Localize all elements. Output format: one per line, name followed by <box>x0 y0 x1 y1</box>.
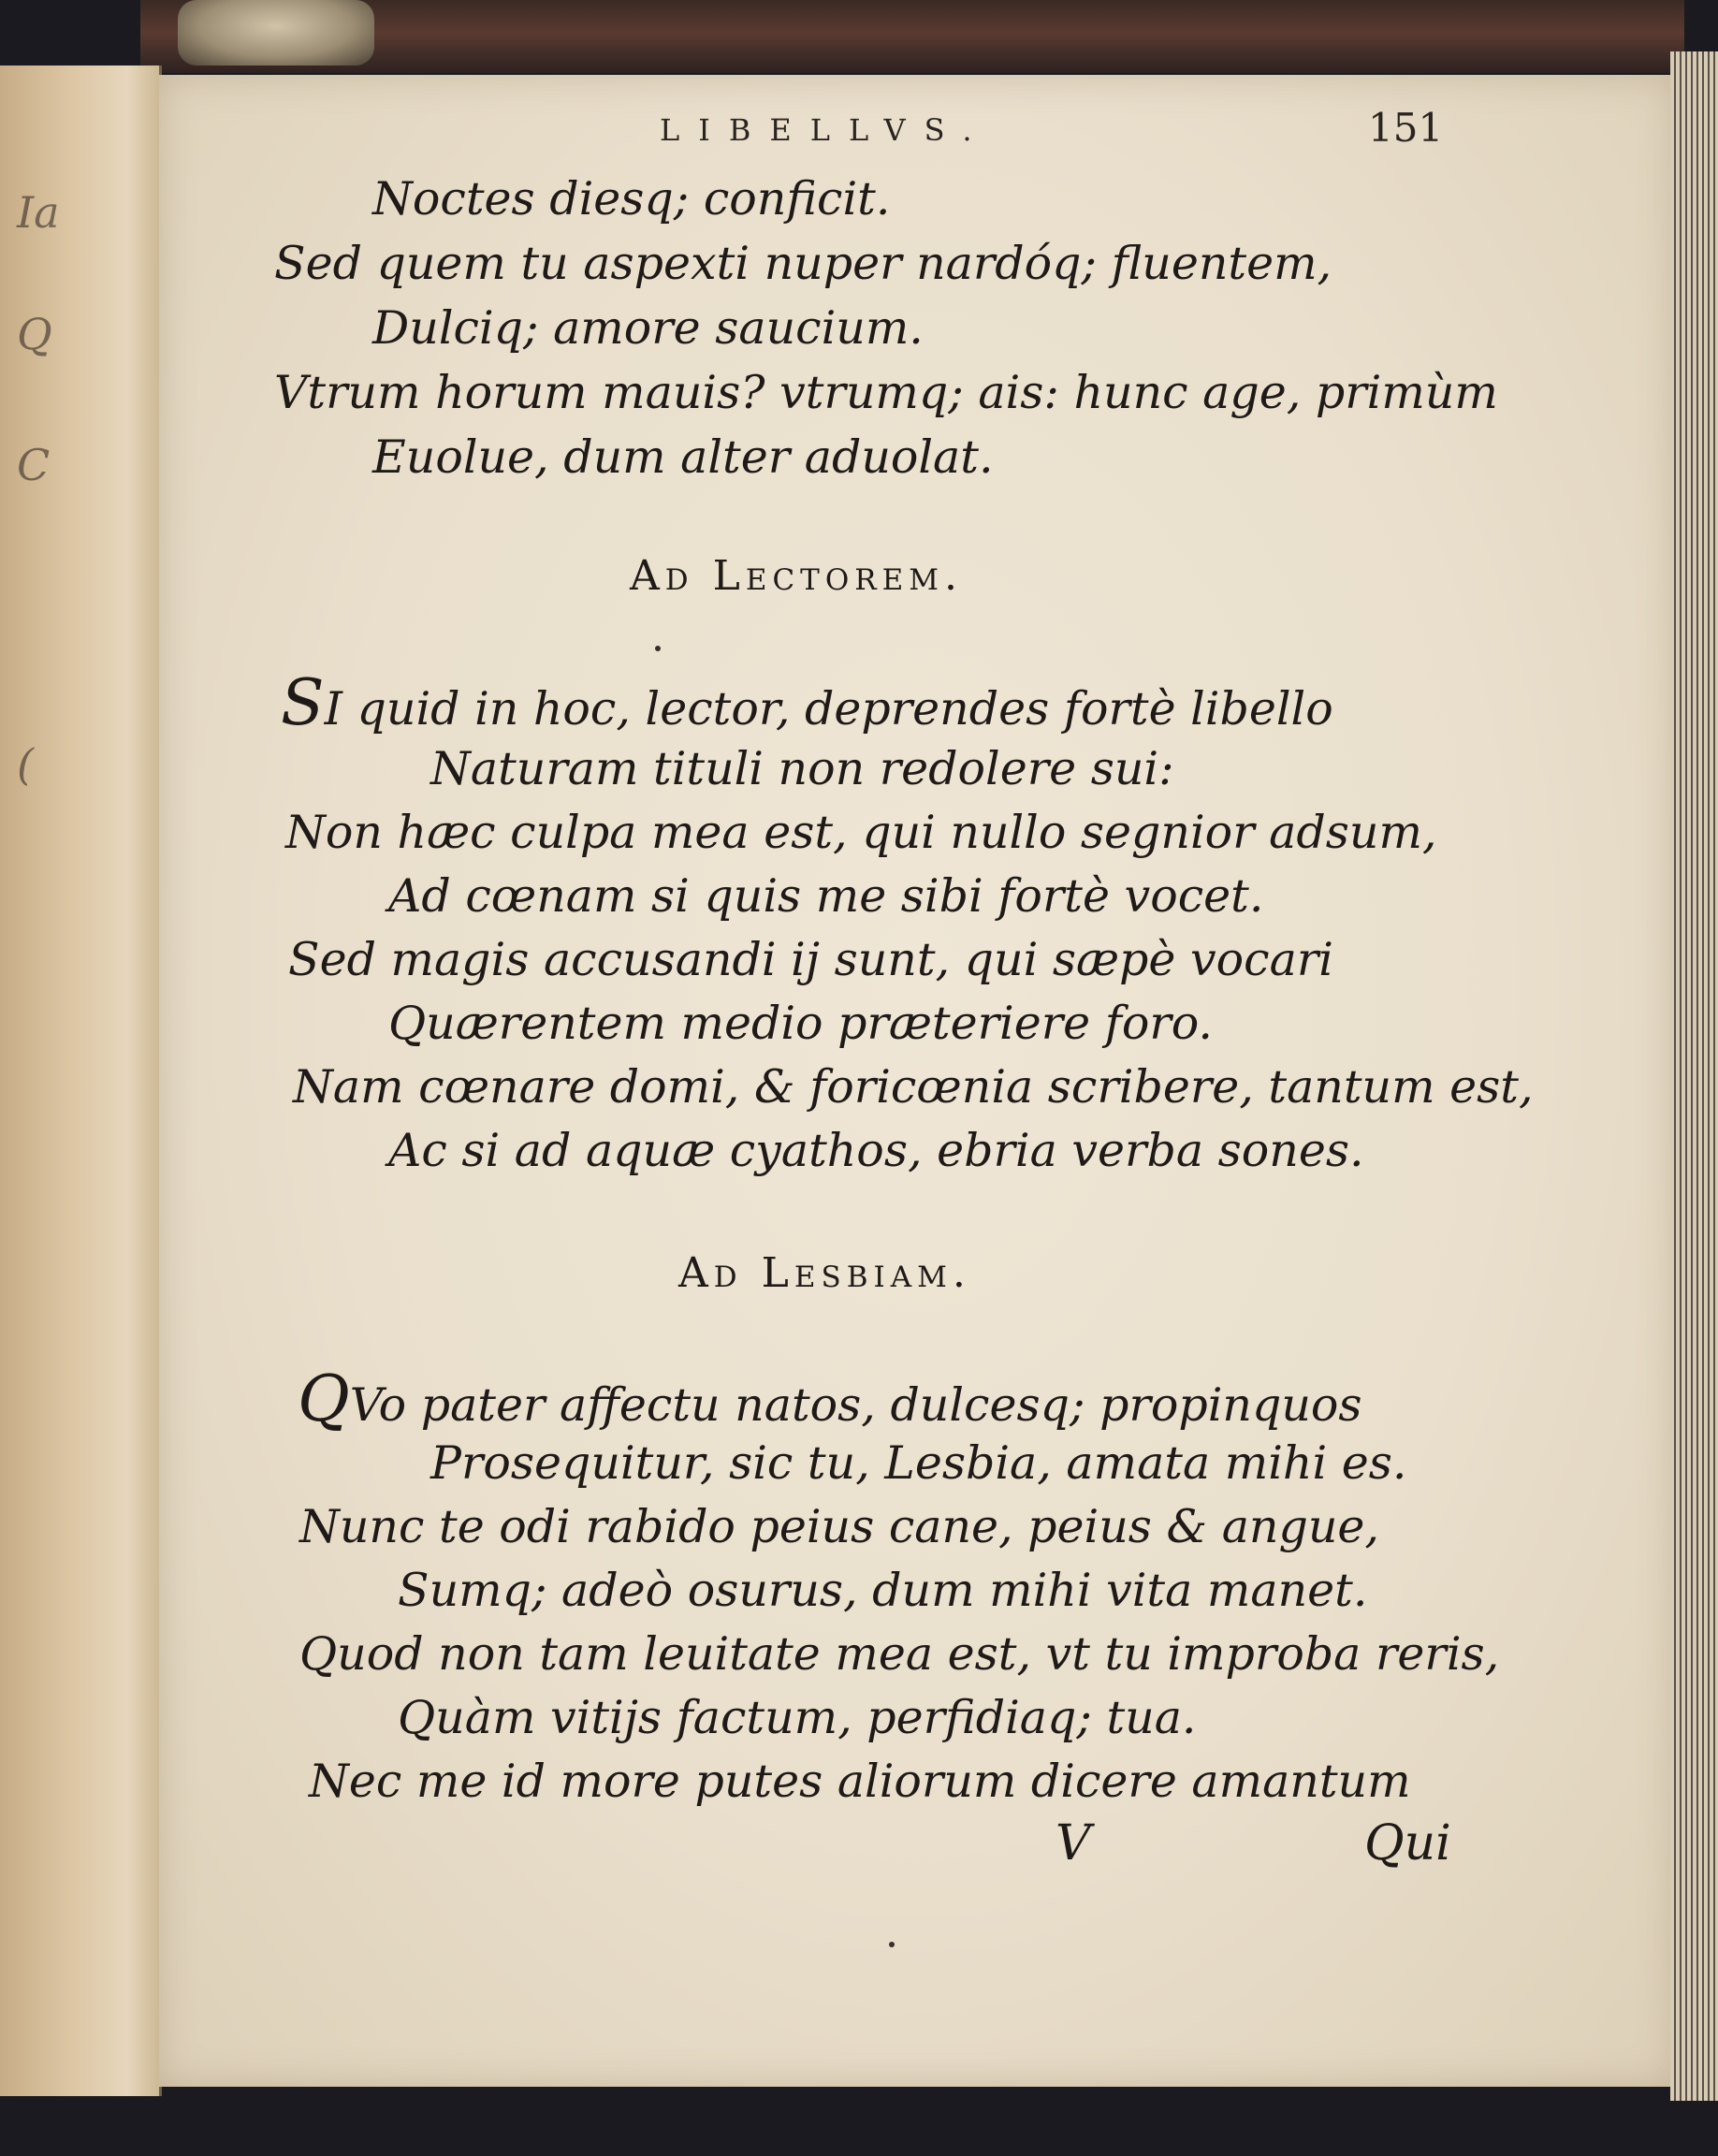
drop-capital: Q <box>298 1362 350 1436</box>
running-head: LIBELLVS. <box>660 112 991 148</box>
verse-text: Vo pater affectu natos, dulcesq; propinquos <box>349 1378 1362 1432</box>
verse-line: Ac si ad aquæ cyathos, ebria verba sones. <box>388 1124 1364 1177</box>
verse-line: Vtrum horum mauis? vtrumq; ais: hunc age, primùm <box>274 366 1498 419</box>
left-page-fragment: Ia <box>17 187 60 238</box>
verse-line: Sed quem tu aspexti nuper nardóq; fluentem, <box>274 237 1332 290</box>
verse-line: Sed magis accusandi ij sunt, qui sæpè vocari <box>288 933 1333 986</box>
verse-line <box>298 1362 1362 1436</box>
verse-line: Sumq; adeò osurus, dum mihi vita manet. <box>398 1564 1368 1617</box>
verse-line <box>281 666 1333 740</box>
verse-line: Ad cœnam si quis me sibi fortè vocet. <box>388 869 1264 923</box>
verse-text: I quid in hoc, lector, deprendes fortè libello <box>324 682 1333 736</box>
poem-heading: Ad Lesbiam. <box>678 1249 971 1297</box>
verse-line: Dulciq; amore saucium. <box>372 301 924 355</box>
left-page-fragment: C <box>17 440 51 490</box>
verse-line: Non hæc culpa mea est, qui nullo segnior adsum, <box>285 806 1437 859</box>
verse-line: Nec me id more putes aliorum dicere amantum <box>309 1755 1411 1808</box>
drop-capital: S <box>281 666 325 740</box>
verse-line: Quærentem medio præteriere foro. <box>388 997 1213 1050</box>
verse-line: Naturam tituli non redolere sui: <box>430 742 1174 795</box>
verse-line: Nam cœnare domi, & foricœnia scribere, tantum est, <box>293 1060 1534 1114</box>
paper-speck <box>655 646 661 651</box>
verse-line: Noctes diesq; conficit. <box>372 172 891 226</box>
paper-speck <box>889 1942 895 1947</box>
verse-line: Nunc te odi rabido peius cane, peius & angue, <box>299 1500 1379 1553</box>
catchword: Qui <box>1364 1815 1451 1872</box>
signature-mark: V <box>1056 1815 1091 1872</box>
poem-heading: Ad Lectorem. <box>630 552 963 600</box>
verse-line: Quàm vitijs factum, perfidiaq; tua. <box>398 1691 1197 1744</box>
left-page-fragment: ( <box>17 739 34 790</box>
left-page-fragment: Q <box>17 309 52 359</box>
verse-line: Euolue, dum alter aduolat. <box>372 430 994 484</box>
verse-line: Prosequitur, sic tu, Lesbia, amata mihi es. <box>430 1436 1407 1490</box>
page-number: 151 <box>1368 105 1444 151</box>
verse-line: Quod non tam leuitate mea est, vt tu improba reris, <box>299 1627 1500 1681</box>
